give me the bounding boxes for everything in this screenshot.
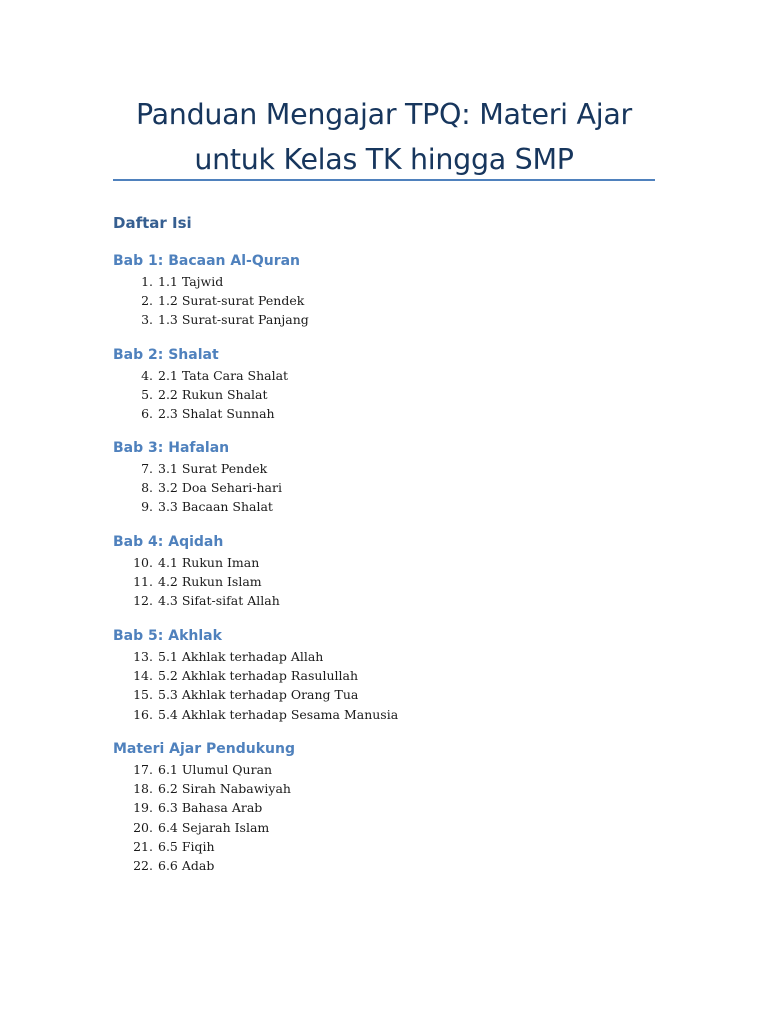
list-item-number: 18. bbox=[133, 781, 153, 797]
section-heading: Bab 2: Shalat bbox=[113, 347, 219, 363]
list-item-number: 15. bbox=[133, 687, 153, 703]
list-item-number: 10. bbox=[133, 555, 153, 570]
list-item bbox=[113, 647, 673, 666]
list-item bbox=[113, 705, 673, 724]
list-item bbox=[113, 553, 673, 572]
list-item-number: 16. bbox=[133, 706, 153, 722]
list-item-number: 2. bbox=[141, 293, 153, 309]
section-heading: Bab 4: Aqidah bbox=[113, 534, 224, 550]
list-item bbox=[113, 779, 673, 798]
document-title bbox=[113, 92, 655, 182]
list-item-number: 19. bbox=[133, 800, 153, 816]
list-item bbox=[113, 385, 673, 404]
list-item-text: 3.1 Surat Pendek bbox=[158, 461, 268, 476]
document-title-line-1: Panduan Mengajar TPQ: Materi Ajar bbox=[136, 98, 632, 131]
list-item bbox=[113, 272, 673, 291]
list-item bbox=[113, 404, 673, 423]
list-item-number: 14. bbox=[133, 668, 153, 684]
title-underline bbox=[113, 179, 655, 181]
list-item-number: 7. bbox=[141, 461, 153, 476]
section-bab-1 bbox=[113, 250, 673, 330]
list-item-text: 2.2 Rukun Shalat bbox=[158, 387, 268, 403]
list-item-text: 3.2 Doa Sehari-hari bbox=[158, 480, 282, 496]
document-title-line-2: untuk Kelas TK hingga SMP bbox=[194, 143, 574, 176]
list-item-number: 5. bbox=[141, 387, 153, 403]
section-bab-2 bbox=[113, 344, 673, 424]
list-item-number: 13. bbox=[133, 649, 153, 664]
list-item-text: 2.1 Tata Cara Shalat bbox=[158, 368, 289, 383]
section-bab-4 bbox=[113, 531, 673, 611]
list-item-text: 5.2 Akhlak terhadap Rasulullah bbox=[158, 668, 358, 684]
list-item-number: 1. bbox=[141, 274, 153, 289]
list-item-number: 20. bbox=[133, 819, 153, 835]
list-item-text: 5.4 Akhlak terhadap Sesama Manusia bbox=[158, 706, 399, 722]
list-item bbox=[113, 685, 673, 704]
section-item-list bbox=[113, 272, 673, 330]
section-bab-3 bbox=[113, 437, 673, 517]
list-item-text: 3.3 Bacaan Shalat bbox=[158, 499, 273, 515]
list-item-number: 22. bbox=[133, 857, 153, 873]
list-item bbox=[113, 459, 673, 478]
section-item-list bbox=[113, 647, 673, 724]
list-item-text: 5.1 Akhlak terhadap Allah bbox=[158, 649, 324, 664]
list-item-number: 3. bbox=[141, 312, 153, 328]
section-item-list bbox=[113, 553, 673, 611]
list-item bbox=[113, 497, 673, 516]
toc-heading: Daftar Isi bbox=[113, 214, 192, 232]
section-bab-5 bbox=[113, 625, 673, 724]
list-item-text: 6.6 Adab bbox=[158, 857, 215, 873]
list-item-text: 5.3 Akhlak terhadap Orang Tua bbox=[158, 687, 359, 703]
list-item bbox=[113, 572, 673, 591]
section-heading: Bab 3: Hafalan bbox=[113, 440, 230, 456]
list-item-text: 4.1 Rukun Iman bbox=[158, 555, 260, 570]
list-item bbox=[113, 856, 673, 875]
list-item-text: 6.5 Fiqih bbox=[158, 838, 215, 854]
list-item-number: 12. bbox=[133, 593, 153, 609]
list-item-text: 1.3 Surat-surat Panjang bbox=[158, 312, 309, 328]
list-item-number: 4. bbox=[141, 368, 153, 383]
list-item-number: 21. bbox=[133, 838, 153, 854]
list-item bbox=[113, 310, 673, 329]
section-materi-pendukung bbox=[113, 738, 673, 875]
section-item-list bbox=[113, 760, 673, 875]
list-item bbox=[113, 478, 673, 497]
section-item-list bbox=[113, 459, 673, 517]
list-item-text: 4.3 Sifat-sifat Allah bbox=[158, 593, 280, 609]
list-item-number: 6. bbox=[141, 406, 153, 422]
section-heading: Bab 5: Akhlak bbox=[113, 628, 222, 644]
list-item-number: 8. bbox=[141, 480, 153, 496]
list-item-text: 4.2 Rukun Islam bbox=[158, 574, 262, 590]
list-item bbox=[113, 760, 673, 779]
list-item-text: 6.2 Sirah Nabawiyah bbox=[158, 781, 291, 797]
section-item-list bbox=[113, 366, 673, 424]
list-item-text: 1.1 Tajwid bbox=[158, 274, 224, 289]
list-item-number: 9. bbox=[141, 499, 153, 515]
list-item-text: 1.2 Surat-surat Pendek bbox=[158, 293, 305, 309]
section-heading: Materi Ajar Pendukung bbox=[113, 741, 295, 757]
list-item bbox=[113, 291, 673, 310]
section-heading: Bab 1: Bacaan Al-Quran bbox=[113, 253, 301, 269]
list-item bbox=[113, 591, 673, 610]
list-item-text: 6.4 Sejarah Islam bbox=[158, 819, 270, 835]
list-item-text: 6.3 Bahasa Arab bbox=[158, 800, 263, 816]
list-item-text: 6.1 Ulumul Quran bbox=[158, 762, 273, 777]
list-item-number: 17. bbox=[133, 762, 153, 777]
list-item bbox=[113, 818, 673, 837]
list-item-text: 2.3 Shalat Sunnah bbox=[158, 406, 275, 422]
list-item bbox=[113, 366, 673, 385]
list-item bbox=[113, 798, 673, 817]
list-item bbox=[113, 837, 673, 856]
list-item-number: 11. bbox=[133, 574, 153, 590]
list-item bbox=[113, 666, 673, 685]
